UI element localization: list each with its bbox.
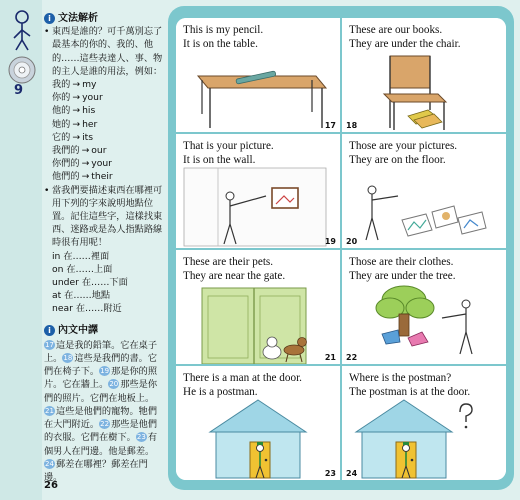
panel-caption-line1: Those are their clothes. [349, 256, 454, 268]
translation-number-badge: 23 [136, 433, 146, 442]
panel-caption-line1: That is your picture. [183, 140, 274, 152]
panel-caption-line1: There is a man at the door. [183, 372, 302, 384]
picture-on-wall-illustration [176, 166, 340, 248]
possessive-pair [44, 118, 166, 131]
translation-text [44, 339, 166, 484]
info-icon: i [44, 13, 55, 24]
grammar-point-1: • 東西是誰的？可千萬別忘了最基本的你的、我的、他的……這些表達人、事、物的主人是誰的用法，例如： [44, 25, 166, 78]
preposition-zh: 在……下面 [81, 277, 128, 289]
possessive-zh: 你們的 [52, 158, 80, 170]
panel-caption-line1: Those are your pictures. [349, 140, 458, 152]
translation-sentence: 那些是他們的衣服。它們在樹下。 [44, 419, 158, 444]
preposition-zh: 在……附近 [75, 303, 122, 315]
panel-17 [176, 18, 340, 132]
possessive-zh: 她的 [52, 118, 71, 130]
preposition-zh: 在……上面 [66, 263, 113, 275]
possessive-list [44, 78, 166, 184]
arrow-right-icon: → [81, 171, 90, 183]
possessive-en: your [91, 158, 112, 170]
possessive-zh: 它的 [52, 131, 71, 143]
translation-number-badge: 17 [45, 340, 54, 349]
translation-sentence: 郵差在哪裡？郵差在門邊。 [44, 458, 148, 483]
clothes-under-tree-illustration [342, 282, 506, 364]
panel-caption-line1: This is my pencil. [183, 24, 264, 36]
panel-18 [342, 18, 506, 132]
cd-track-number: 9 [14, 83, 24, 98]
translation-number-badge: 20 [109, 380, 119, 389]
preposition-zh: 在……裡面 [63, 250, 110, 262]
page-number: 26 [44, 480, 58, 491]
panel-divider-horizontal [176, 132, 506, 134]
panel-caption-line2: They are near the gate. [183, 270, 286, 282]
panel-19 [176, 134, 340, 248]
grammar-point-2: • 當我們要描述東西在哪裡可用下列的字來說明地點位置。記住這些字，這樣找東西、迷路或是為人指點路線時很有用呢！ [44, 184, 166, 250]
panel-number: 18 [346, 121, 358, 130]
possessive-en: my [82, 79, 97, 91]
panel-number: 19 [324, 237, 336, 246]
panel-number: 21 [324, 353, 336, 362]
panel-caption-line1: These are their pets. [183, 256, 274, 268]
panel-caption-line2: He is a postman. [183, 386, 258, 398]
table-with-pencil-illustration [176, 50, 340, 132]
translation-sentence: 這些是他們的寵物。牠們在大門附近。 [44, 405, 158, 431]
pictures-on-floor-illustration [342, 166, 506, 248]
preposition-item [44, 263, 166, 276]
panel-number: 23 [324, 469, 336, 478]
preposition-item [44, 302, 166, 315]
comic-panel-grid [176, 18, 506, 480]
preposition-item [44, 289, 166, 302]
preposition-item [44, 250, 166, 263]
possessive-pair [44, 170, 166, 183]
possessive-pair [44, 157, 166, 170]
panel-caption-line2: They are on the floor. [349, 154, 446, 166]
possessive-pair [44, 91, 166, 104]
possessive-en: their [91, 171, 113, 183]
preposition-en: in [52, 250, 61, 262]
panel-caption-line2: They are under the tree. [349, 270, 456, 282]
grammar-heading-text: 文法解析 [58, 13, 98, 24]
translation-sentence: 有個男人在門邊。他是郵差。 [44, 432, 158, 457]
translation-heading [44, 324, 166, 337]
panel-divider-horizontal [176, 364, 506, 366]
preposition-en: on [52, 263, 64, 275]
possessive-en: our [91, 145, 107, 157]
possessive-zh: 你的 [52, 92, 71, 104]
info-icon: i [44, 325, 55, 336]
panel-number: 22 [346, 353, 358, 362]
arrow-right-icon: → [72, 118, 81, 130]
notes-column [44, 12, 166, 484]
arrow-right-icon: → [81, 158, 90, 170]
grammar-heading [44, 12, 166, 25]
preposition-item [44, 276, 166, 289]
possessive-en: your [82, 92, 103, 104]
panel-23 [176, 366, 340, 480]
preposition-list [44, 250, 166, 316]
panel-caption-line2: The postman is at the door. [349, 386, 471, 398]
pets-near-gate-illustration [176, 282, 340, 364]
possessive-zh: 我們的 [52, 145, 80, 157]
panel-caption-line1: These are our books. [349, 24, 443, 36]
preposition-en: under [52, 277, 79, 289]
possessive-pair [44, 131, 166, 144]
possessive-pair [44, 144, 166, 157]
panel-caption-line2: It is on the wall. [183, 154, 256, 166]
panel-number: 24 [346, 469, 358, 478]
possessive-zh: 他們的 [52, 171, 80, 183]
possessive-en: his [82, 105, 96, 117]
translation-sentence: 這些是我們的書。它們在椅子下。 [44, 353, 158, 378]
translation-sentence: 那些是你們的照片。它們在地板上。 [44, 379, 158, 404]
preposition-en: near [52, 303, 73, 315]
possessive-en: her [82, 118, 98, 130]
panel-number: 20 [346, 237, 358, 246]
arrow-right-icon: → [72, 92, 81, 104]
translation-heading-text: 內文中譯 [58, 324, 98, 336]
possessive-zh: 他的 [52, 105, 71, 117]
panel-caption-line2: It is on the table. [183, 38, 258, 50]
chair-with-books-illustration [342, 50, 506, 132]
panel-caption-line2: They are under the chair. [349, 38, 461, 50]
panel-caption-line1: Where is the postman? [349, 372, 452, 384]
preposition-en: at [52, 290, 62, 302]
translation-number-badge: 18 [63, 354, 73, 363]
possessive-zh: 我的 [52, 79, 71, 91]
translation-number-badge: 24 [45, 459, 54, 468]
possessive-pair [44, 78, 166, 91]
translation-sentence: 這是我的鉛筆。它在桌子上。 [44, 339, 158, 365]
translation-number-badge: 22 [100, 420, 110, 429]
panel-21 [176, 250, 340, 364]
postman-at-door-question-illustration [342, 398, 506, 480]
translation-number-badge: 19 [100, 367, 110, 376]
translation-sentence: 那是你的照片。它在牆上。 [44, 366, 158, 391]
panel-22 [342, 250, 506, 364]
panel-24 [342, 366, 506, 480]
possessive-pair [44, 104, 166, 117]
postman-at-door-illustration [176, 398, 340, 480]
preposition-zh: 在……地點 [64, 290, 111, 302]
arrow-right-icon: → [72, 79, 81, 91]
arrow-right-icon: → [72, 105, 81, 117]
arrow-right-icon: → [72, 131, 81, 143]
panel-20 [342, 134, 506, 248]
panel-number: 17 [324, 121, 336, 130]
arrow-right-icon: → [81, 145, 90, 157]
panel-divider-horizontal [176, 248, 506, 250]
translation-number-badge: 21 [45, 406, 54, 415]
possessive-en: its [82, 131, 94, 143]
